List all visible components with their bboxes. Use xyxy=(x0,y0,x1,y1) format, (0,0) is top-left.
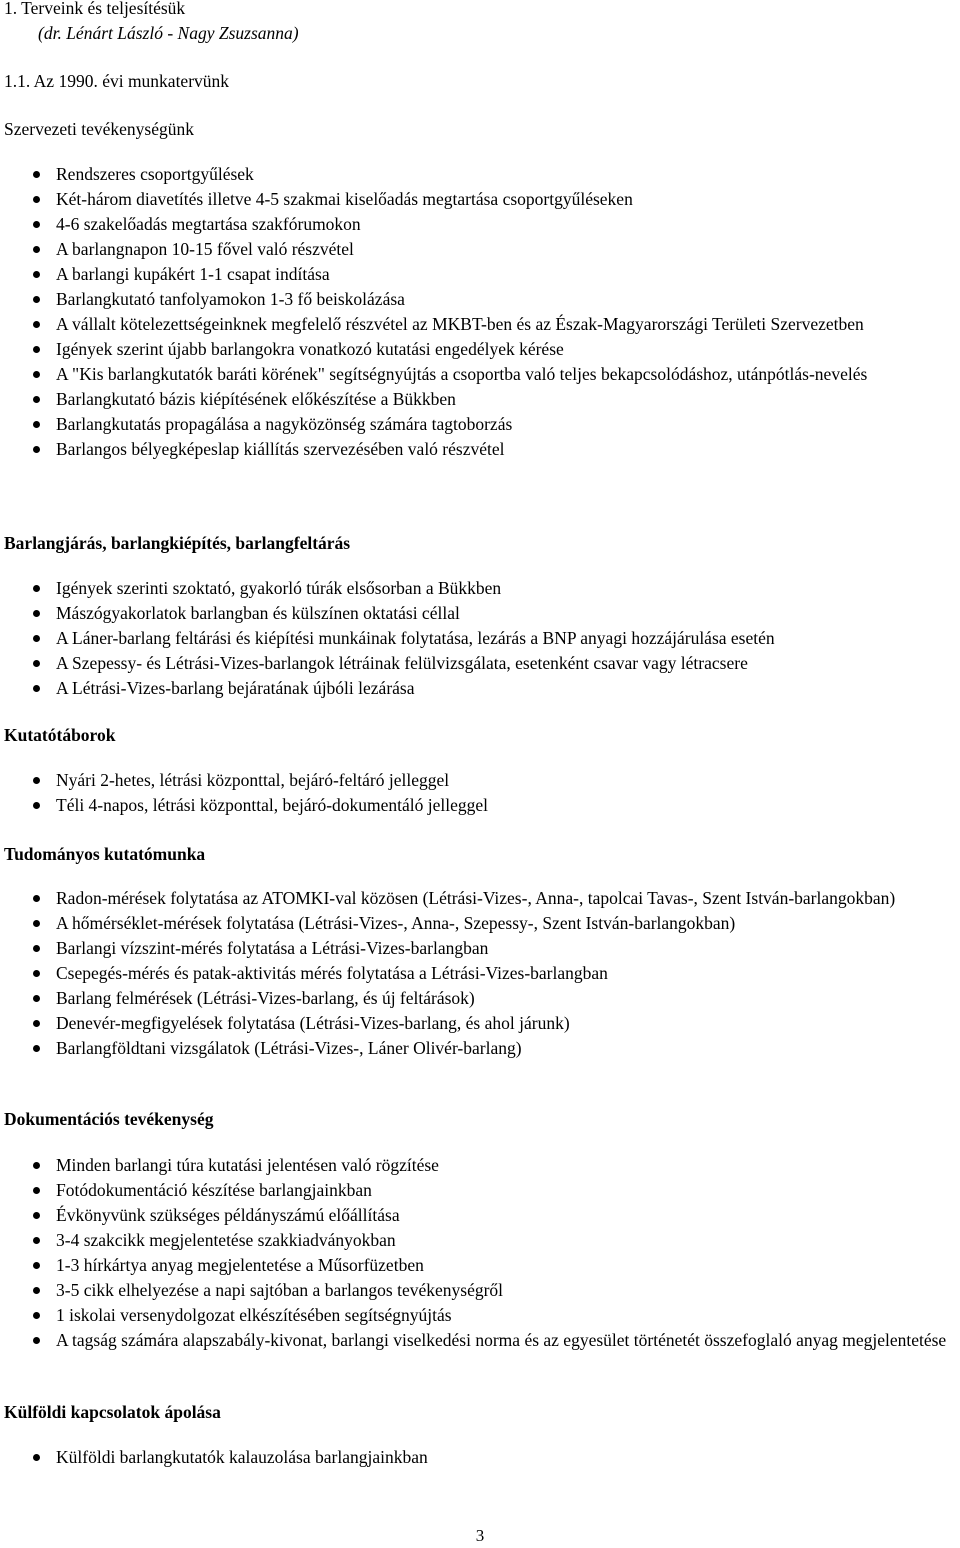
section-heading-kutatotaborok: Kutatótáborok xyxy=(4,725,116,745)
list-item: Igények szerinti szoktató, gyakorló túrák elsősorban a Bükkben xyxy=(0,576,950,601)
list-item: Igények szerint újabb barlangokra vonatkozó kutatási engedélyek kérése xyxy=(0,337,950,362)
list-item: Mászógyakorlatok barlangban és külszínen oktatási céllal xyxy=(0,601,950,626)
bullet-list-tudomanyos xyxy=(0,886,950,1061)
section-heading-barlangjaras: Barlangjárás, barlangkiépítés, barlangfeltárás xyxy=(4,533,351,553)
list-item: 1 iskolai versenydolgozat elkészítésében segítségnyújtás xyxy=(0,1303,950,1328)
list-item: Téli 4-napos, létrási központtal, bejáró-dokumentáló jelleggel xyxy=(0,793,950,818)
list-item: Külföldi barlangkutatók kalauzolása barlangjainkban xyxy=(0,1445,950,1470)
list-item: Fotódokumentáció készítése barlangjainkban xyxy=(0,1178,950,1203)
list-item: A tagság számára alapszabály-kivonat, barlangi viselkedési norma és az egyesület történetét összefoglaló anyag megjelentetése xyxy=(0,1328,950,1353)
bullet-list-dokumentacios xyxy=(0,1153,950,1353)
list-item: A Láner-barlang feltárási és kiépítési munkáinak folytatása, lezárás a BNP anyagi hozzájárulása esetén xyxy=(0,626,950,651)
list-item: Barlang felmérések (Létrási-Vizes-barlang, és új feltárások) xyxy=(0,986,950,1011)
section-heading-kulfoldi: Külföldi kapcsolatok ápolása xyxy=(4,1402,221,1422)
list-item: A barlangi kupákért 1-1 csapat indítása xyxy=(0,262,950,287)
bullet-list-szervezeti xyxy=(0,162,950,462)
list-item: A barlangnapon 10-15 fővel való részvétel xyxy=(0,237,950,262)
page-number: 3 xyxy=(475,1526,485,1545)
list-item: Barlangkutató bázis kiépítésének előkészítése a Bükkben xyxy=(0,387,950,412)
authors-line: (dr. Lénárt László - Nagy Zsuzsanna) xyxy=(38,23,299,43)
list-item: Nyári 2-hetes, létrási központtal, bejáró-feltáró jelleggel xyxy=(0,768,950,793)
list-item: Denevér-megfigyelések folytatása (Létrási-Vizes-barlang, és ahol járunk) xyxy=(0,1011,950,1036)
document-title: 1. Terveink és teljesítésük xyxy=(4,0,186,18)
list-item: Radon-mérések folytatása az ATOMKI-val közösen (Létrási-Vizes-, Anna-, tapolcai Tavas-, Szent István-barlangokban) xyxy=(0,886,950,911)
list-item: Csepegés-mérés és patak-aktivitás mérés folytatása a Létrási-Vizes-barlangban xyxy=(0,961,950,986)
list-item: 1-3 hírkártya anyag megjelentetése a Műsorfüzetben xyxy=(0,1253,950,1278)
list-item: A vállalt kötelezettségeinknek megfelelő részvétel az MKBT-ben és az Észak-Magyarországi Területi Szervezetben xyxy=(0,312,950,337)
section-heading-szervezeti: Szervezeti tevékenységünk xyxy=(4,119,194,139)
section-heading-tudomanyos: Tudományos kutatómunka xyxy=(4,844,206,864)
list-item: Barlangföldtani vizsgálatok (Létrási-Vizes-, Láner Olivér-barlang) xyxy=(0,1036,950,1061)
list-item: Évkönyvünk szükséges példányszámú előállítása xyxy=(0,1203,950,1228)
list-item: A Szepessy- és Létrási-Vizes-barlangok létráinak felülvizsgálata, esetenként csavar vagy létracsere xyxy=(0,651,950,676)
list-item: A "Kis barlangkutatók baráti körének" segítségnyújtás a csoportba való teljes bekapcsolódáshoz, utánpótlás-nevelés xyxy=(0,362,950,387)
bullet-list-kutatotaborok xyxy=(0,768,950,818)
subsection-title: 1.1. Az 1990. évi munkatervünk xyxy=(4,71,230,91)
list-item: Két-három diavetítés illetve 4-5 szakmai kiselőadás megtartása csoportgyűléseken xyxy=(0,187,950,212)
bullet-list-kulfoldi xyxy=(0,1445,950,1470)
list-item: A hőmérséklet-mérések folytatása (Létrási-Vizes-, Anna-, Szepessy-, Szent István-barlangokban) xyxy=(0,911,950,936)
section-heading-dokumentacios: Dokumentációs tevékenység xyxy=(4,1109,214,1129)
list-item: Barlangos bélyegképeslap kiállítás szervezésében való részvétel xyxy=(0,437,950,462)
list-item: A Létrási-Vizes-barlang bejáratának újbóli lezárása xyxy=(0,676,950,701)
list-item: Minden barlangi túra kutatási jelentésen való rögzítése xyxy=(0,1153,950,1178)
bullet-list-barlangjaras xyxy=(0,576,950,701)
list-item: 3-5 cikk elhelyezése a napi sajtóban a barlangos tevékenységről xyxy=(0,1278,950,1303)
list-item: 4-6 szakelőadás megtartása szakfórumokon xyxy=(0,212,950,237)
list-item: Rendszeres csoportgyűlések xyxy=(0,162,950,187)
list-item: Barlangkutató tanfolyamokon 1-3 fő beiskolázása xyxy=(0,287,950,312)
list-item: Barlangi vízszint-mérés folytatása a Létrási-Vizes-barlangban xyxy=(0,936,950,961)
list-item: Barlangkutatás propagálása a nagyközönség számára tagtoborzás xyxy=(0,412,950,437)
list-item: 3-4 szakcikk megjelentetése szakkiadványokban xyxy=(0,1228,950,1253)
